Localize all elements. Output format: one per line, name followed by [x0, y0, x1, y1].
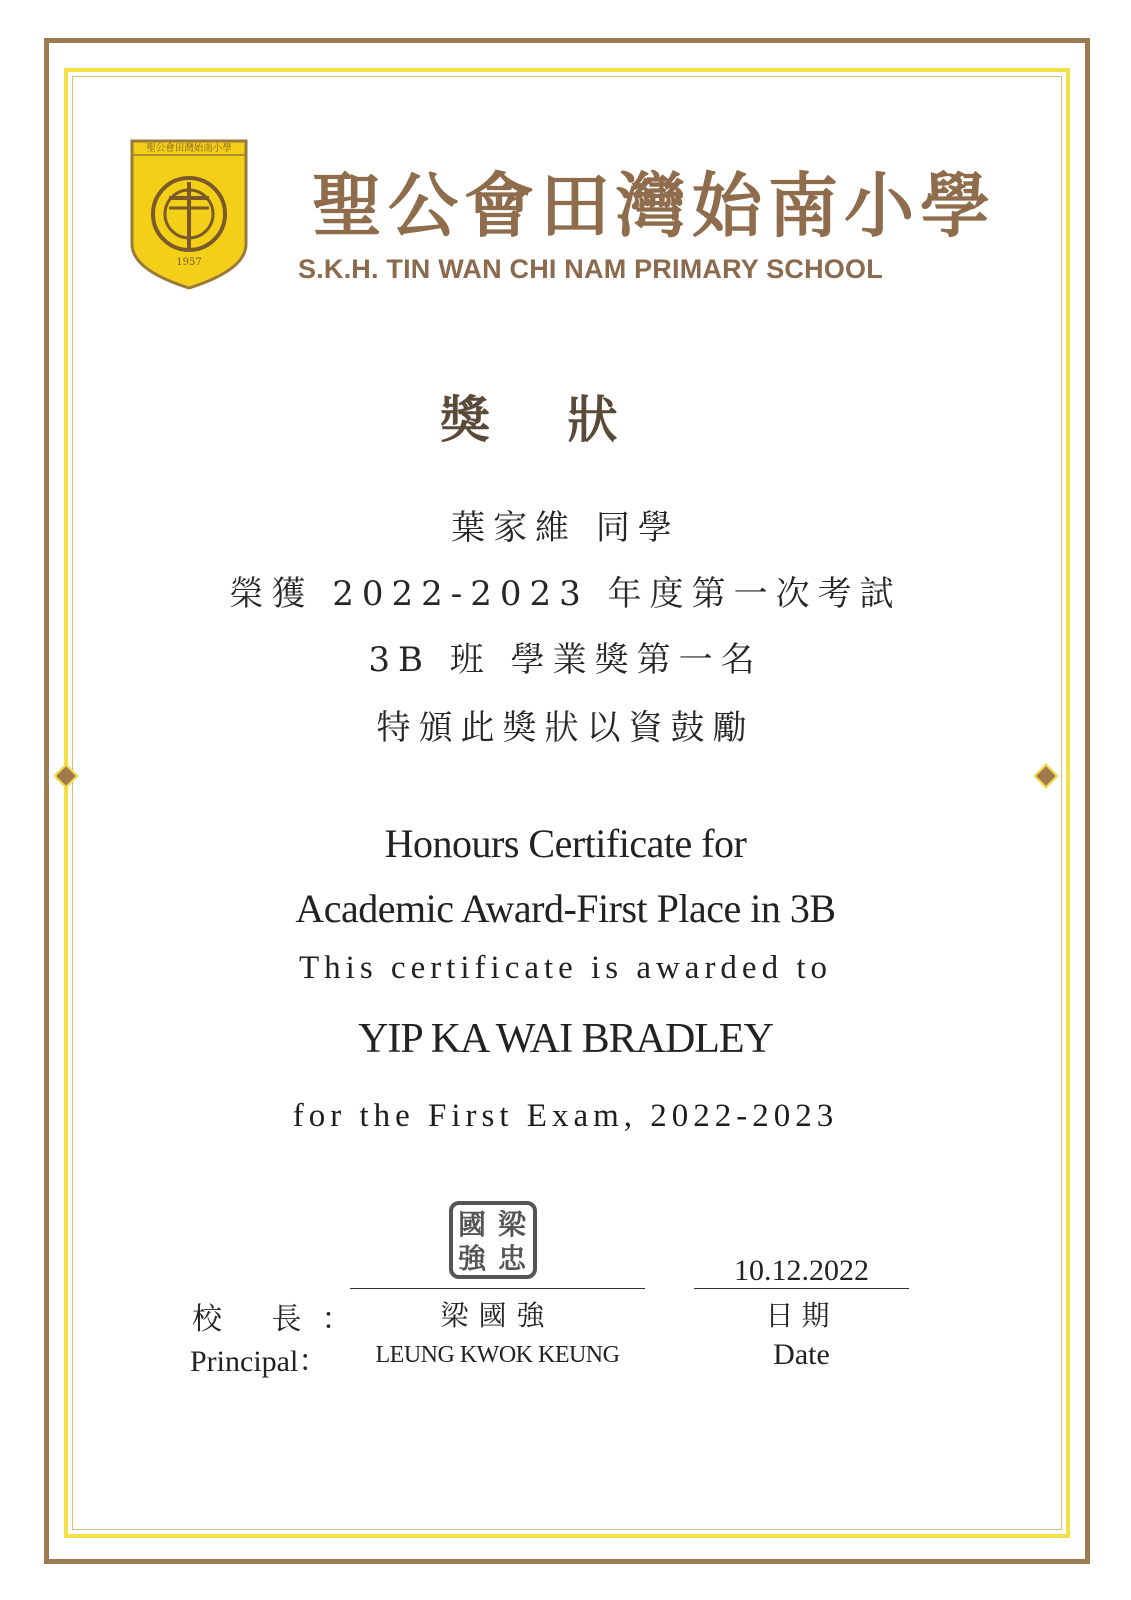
- recipient-name: YIP KA WAI BRADLEY: [358, 1016, 773, 1062]
- english-awarded-to: This certificate is awarded to: [299, 950, 832, 986]
- chinese-encouragement-line: 特頒此獎狀以資鼓勵: [376, 708, 755, 748]
- crest-year: 1957: [176, 257, 202, 268]
- chinese-recipient-line: 葉家維 同學: [451, 508, 680, 548]
- principal-name-chinese: 梁國強: [440, 1299, 555, 1332]
- principal-name-english: LEUNG KWOK KEUNG: [375, 1342, 620, 1368]
- date-line: [694, 1288, 909, 1289]
- school-name-english: S.K.H. TIN WAN CHI NAM PRIMARY SCHOOL: [298, 254, 883, 284]
- english-exam-line: for the First Exam, 2022-2023: [292, 1098, 839, 1134]
- school-name-chinese: 聖公會田灣始南小學: [312, 164, 996, 247]
- chinese-exam-line: 榮獲 2022-2023 年度第一次考試: [229, 574, 902, 614]
- svg-text:強: 強: [457, 1242, 487, 1275]
- principal-label-english: Principal：: [190, 1345, 329, 1378]
- signature-line: [350, 1288, 645, 1289]
- crest-ring-text: 聖公會田灣始南小學: [146, 143, 232, 154]
- date-label-english: Date: [773, 1338, 830, 1371]
- school-crest-icon: [129, 138, 249, 290]
- chinese-class-line: 3B 班 學業獎第一名: [368, 640, 763, 680]
- svg-text:忠: 忠: [497, 1242, 527, 1275]
- award-title: 獎 狀: [440, 390, 618, 449]
- english-award-line: Academic Award-First Place in 3B: [295, 886, 836, 931]
- svg-text:國: 國: [457, 1208, 487, 1241]
- date-label-chinese: 日期: [765, 1299, 838, 1332]
- svg-text:梁: 梁: [497, 1208, 527, 1241]
- date-value: 10.12.2022: [734, 1254, 869, 1287]
- principal-label-chinese: 校 長：: [192, 1302, 372, 1337]
- english-certificate-title: Honours Certificate for: [384, 821, 747, 866]
- principal-seal-stamp: [448, 1200, 538, 1280]
